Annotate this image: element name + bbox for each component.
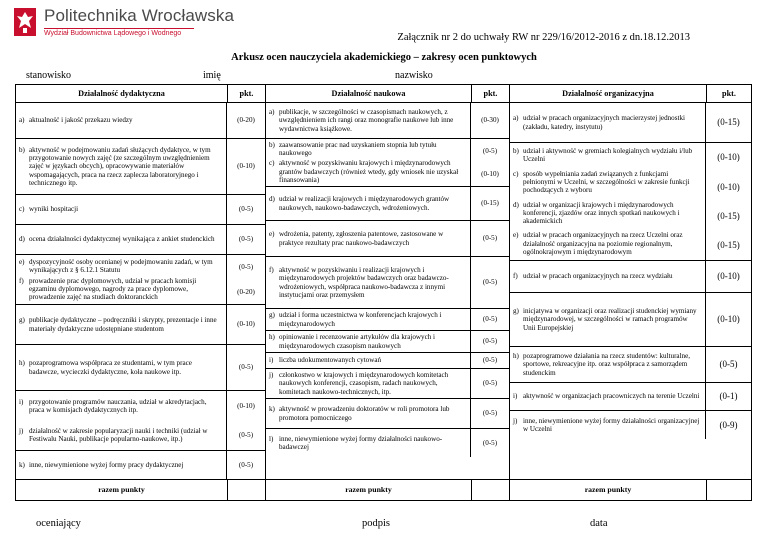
criterion-letter: j): [513, 416, 518, 425]
criterion-points: [226, 225, 265, 254]
criterion-description: inne, niewymienione wyżej formy działalności organizacyjnej w Uczelni: [523, 416, 700, 433]
criterion-points: [470, 103, 509, 138]
stanowisko-label: stanowisko: [26, 70, 71, 81]
logo-divider: [44, 28, 194, 29]
criterion-description: członkostwo w krajowych i międzynarodowych komitetach naukowych konferencji, czasopism, radach naukowych, komitetach naukowo-technicznych, itp.: [279, 371, 449, 396]
points-range: (0-5): [482, 356, 498, 365]
criterion-description: prowadzenie prac dyplomowych, udział w pracach komisji egzaminu dyplomowego, nagrody za prace dyplomowe, prowadzenie zajęć na studiach doktoranckich: [29, 276, 197, 302]
faculty-name: Wydział Budownictwa Lądowego i Wodnego: [44, 30, 182, 37]
didactic-criterion-row: [16, 195, 265, 225]
criterion-text: [266, 257, 470, 308]
criterion-text: [510, 347, 705, 382]
criterion-description: pozaprogramowa współpraca ze studentami, w tym prace badawcze, wycieczki dydaktyczne, koła naukowe itp.: [29, 359, 192, 376]
criterion-item: [513, 147, 702, 163]
scientific-pkt-header: pkt.: [472, 85, 510, 103]
criterion-text: [266, 353, 470, 368]
criterion-text: [510, 383, 705, 410]
criterion-points: [226, 305, 265, 344]
points-range: (0-5): [482, 409, 498, 418]
criterion-description: aktywność w pozyskiwaniu krajowych i międzynarodowych grantów badawczych (również wtedy, gdy wniosek nie uzyskał finansowania): [279, 159, 459, 184]
criterion-points: [470, 221, 509, 256]
criterion-description: dyspozycyjność osoby ocenianej w podejmowaniu zadań, w tym wynikających z § 6.12.1 Statutu: [29, 257, 213, 274]
points-range: (0-5): [238, 235, 254, 244]
criterion-item: [513, 272, 702, 280]
criterion-letter: b): [513, 147, 519, 156]
criterion-item: [513, 170, 702, 194]
organizational-criterion-row: [510, 103, 751, 143]
criterion-text: [510, 261, 705, 292]
criterion-text: [266, 221, 470, 256]
criterion-points: [470, 139, 509, 186]
points-range: (0-15): [717, 240, 740, 251]
criterion-points: [470, 353, 509, 368]
organizational-criterion-row: [510, 143, 751, 261]
points-range: (0-5): [238, 431, 254, 440]
organizational-criterion-row: [510, 347, 751, 383]
points-range: (0-5): [238, 263, 254, 272]
scientific-criterion-row: [266, 429, 509, 457]
criterion-description: wdrożenia, patenty, zgłoszenia patentowe, zastosowane w praktyce rezultaty prac naukowo-badawczych: [279, 230, 444, 247]
criterion-text: [16, 345, 226, 390]
criterion-points: [705, 103, 751, 142]
criterion-letter: a): [269, 108, 275, 117]
criterion-points: [470, 331, 509, 352]
criterion-points: [705, 383, 751, 410]
criterion-points: [470, 187, 509, 220]
points-range: (0-30): [481, 116, 499, 125]
criterion-letter: i): [513, 392, 518, 401]
scientific-criterion-row: [266, 187, 509, 221]
scientific-criterion-row: [266, 353, 509, 369]
didactic-sum-value[interactable]: [228, 480, 266, 501]
criterion-letter: c): [19, 205, 25, 214]
criterion-description: udział i forma uczestnictwa w konferencjach krajowych i międzynarodowych: [279, 311, 442, 328]
points-range: (0-10): [237, 162, 255, 171]
points-range: (0-15): [717, 210, 740, 221]
points-range: (0-5): [719, 359, 738, 370]
criterion-letter: b): [19, 146, 25, 155]
footer-oceniajacy: oceniający: [36, 518, 81, 529]
organizational-sum-label: razem punkty: [510, 480, 707, 501]
points-range: (0-20): [237, 287, 255, 296]
criterion-letter: i): [19, 398, 24, 407]
points-range: (0-10): [237, 320, 255, 329]
criterion-points: [226, 391, 265, 450]
criterion-item: [19, 205, 223, 213]
points-range: (0-15): [717, 117, 740, 128]
didactic-criterion-row: [16, 255, 265, 305]
points-range: (0-10): [717, 314, 740, 325]
criterion-letter: e): [513, 231, 519, 240]
criterion-letter: c): [269, 159, 275, 168]
criterion-text: [16, 391, 226, 450]
criterion-description: aktywność w podejmowaniu zadań służących dydaktyce, w tym przygotowanie nowych zajęć (ze szczególnym uwzględnieniem zajęć w językach obcych), opracowywanie materiałów wspomagających, praca na rzecz zaplecza laboratoryjnego i technicznego itp.: [29, 146, 211, 187]
criterion-description: przygotowanie programów nauczania, udział w akredytacjach, praca w komisjach dydaktycznych itp.: [29, 398, 207, 415]
university-logo: [14, 8, 36, 36]
criterion-text: [266, 429, 470, 457]
criterion-description: sposób wypełniania zadań związanych z funkcjami pełnionymi w Uczelni, w szczególności w zakresie funkcji pochodzących z wyboru: [523, 169, 690, 195]
scientific-criterion-row: [266, 309, 509, 331]
criterion-text: [510, 411, 705, 439]
criterion-letter: c): [513, 169, 519, 178]
criterion-description: pozaprogramowe działania na rzecz studentów: kulturalne, sportowe, rekreacyjne itp. oraz współpraca z samorządem studenckim: [523, 352, 691, 377]
criterion-item: [269, 311, 467, 327]
points-range: (0-5): [238, 205, 254, 214]
points-range: (0-10): [717, 181, 740, 192]
organizational-header: Działalność organizacyjna: [510, 85, 707, 103]
criterion-text: [16, 451, 226, 479]
criterion-item: [513, 307, 702, 331]
criterion-text: [510, 103, 705, 142]
criterion-item: [269, 141, 467, 157]
points-range: (0-5): [482, 315, 498, 324]
criterion-item: [269, 371, 467, 395]
page-title: Arkusz ocen nauczyciela akademickiego – zakresy ocen punktowych: [231, 52, 537, 63]
criterion-letter: h): [269, 333, 275, 342]
criterion-text: [16, 139, 226, 194]
organizational-sum-value[interactable]: [707, 480, 752, 501]
scientific-criterion-row: [266, 221, 509, 257]
criterion-item: [513, 231, 702, 255]
footer-podpis: podpis: [362, 518, 391, 529]
criterion-description: aktywność w organizacjach pracowniczych na terenie Uczelni: [523, 392, 700, 401]
criterion-letter: f): [513, 272, 518, 281]
didactic-criterion-row: [16, 225, 265, 255]
scientific-criterion-row: [266, 103, 509, 139]
criterion-item: [19, 461, 223, 469]
criterion-item: [19, 258, 223, 274]
criterion-letter: h): [513, 352, 519, 361]
criterion-description: inicjatywa w organizacji oraz realizacji studenckiej wymiany międzynarodowej, w szczególności w ramach programów Unii Europejskiej: [523, 307, 697, 332]
criterion-text: [16, 255, 226, 304]
criterion-item: [513, 417, 702, 433]
criterion-letter: g): [513, 307, 519, 316]
points-range: (0-15): [481, 199, 499, 208]
didactic-criterion-row: [16, 139, 265, 195]
criterion-letter: g): [269, 311, 275, 320]
criterion-letter: b): [269, 141, 275, 150]
scientific-criterion-row: [266, 399, 509, 429]
criterion-item: [19, 398, 223, 414]
points-range: (0-20): [237, 116, 255, 125]
points-range: (0-10): [481, 170, 499, 179]
criterion-points: [705, 411, 751, 439]
scientific-criterion-row: [266, 331, 509, 353]
criterion-letter: d): [513, 200, 519, 209]
criterion-points: [470, 257, 509, 308]
criterion-points: [226, 451, 265, 479]
criterion-text: [266, 309, 470, 330]
points-range: (0-5): [482, 146, 498, 155]
criterion-item: [19, 116, 223, 124]
criterion-item: [269, 435, 467, 451]
eagle-emblem-icon: [14, 8, 36, 36]
criterion-points: [226, 103, 265, 138]
criterion-letter: e): [269, 230, 275, 239]
criterion-letter: l): [269, 434, 274, 443]
criterion-letter: j): [19, 426, 24, 435]
didactic-criterion-row: [16, 451, 265, 479]
didactic-header: Działalność dydaktyczna: [16, 85, 228, 103]
criterion-points: [705, 293, 751, 346]
organizational-criterion-row: [510, 261, 751, 293]
criterion-letter: e): [19, 257, 25, 266]
points-range: (0-5): [482, 234, 498, 243]
organizational-section: [510, 103, 752, 480]
criterion-description: udział w pracach organizacyjnych na rzecz wydziału: [523, 272, 673, 281]
criterion-item: [269, 333, 467, 349]
criterion-text: [266, 139, 470, 186]
criterion-item: [269, 356, 467, 364]
criterion-item: [19, 427, 223, 443]
criterion-item: [269, 230, 467, 246]
didactic-criterion-row: [16, 103, 265, 139]
criterion-description: udział w pracach organizacyjnych macierzystej jednostki (zakładu, katedry, instytutu): [523, 114, 685, 131]
criterion-letter: k): [269, 405, 275, 414]
criterion-description: zaawansowanie prac nad uzyskaniem stopnia lub tytułu naukowego: [279, 141, 437, 158]
criterion-description: udział w organizacji krajowych i międzynarodowych konferencji, zjazdów oraz innych spotkań naukowych i akademickich: [523, 200, 680, 225]
points-range: (0-10): [237, 401, 255, 410]
evaluation-table: [15, 84, 752, 501]
scientific-header: Działalność naukowa: [266, 85, 472, 103]
criterion-text: [16, 103, 226, 138]
criterion-item: [19, 316, 223, 332]
points-range: (0-1): [719, 391, 738, 402]
criterion-points: [470, 399, 509, 428]
criterion-letter: j): [269, 371, 274, 380]
criterion-description: udział i aktywność w gremiach kolegialnych wydziału i/lub Uczelni: [523, 147, 693, 164]
criterion-letter: f): [19, 276, 24, 285]
criterion-letter: d): [269, 195, 275, 204]
criterion-description: wyniki hospitacji: [29, 205, 79, 214]
didactic-criterion-row: [16, 305, 265, 345]
points-range: (0-5): [482, 337, 498, 346]
university-name: Politechnika Wrocławska: [44, 6, 235, 25]
criterion-points: [470, 369, 509, 398]
points-range: (0-10): [717, 271, 740, 282]
criterion-points: [226, 139, 265, 194]
criterion-description: inne, niewymienione wyżej formy pracy dydaktycznej: [29, 460, 184, 469]
criterion-text: [16, 305, 226, 344]
criterion-letter: g): [19, 316, 25, 325]
criterion-item: [269, 159, 467, 183]
points-range: (0-5): [238, 460, 254, 469]
didactic-section: [16, 103, 266, 480]
criterion-letter: d): [19, 235, 25, 244]
criterion-item: [19, 235, 223, 243]
points-range: (0-9): [719, 419, 738, 430]
criterion-description: publikacje, w szczególności w czasopismach naukowych, z uwzględnieniem ich rangi oraz monografie naukowe lub inne wydawnictwa książkowe.: [279, 108, 454, 133]
criterion-item: [269, 405, 467, 421]
organizational-pkt-header: pkt.: [707, 85, 752, 103]
points-range: (0-10): [717, 152, 740, 163]
nazwisko-label: nazwisko: [395, 70, 433, 81]
criterion-description: udział w realizacji krajowych i międzynarodowych grantów naukowych, naukowo-badawczych, wdrożeniowych.: [279, 195, 450, 212]
didactic-criterion-row: [16, 345, 265, 391]
criterion-description: inne, niewymienione wyżej formy działalności naukowo-badawczej: [279, 434, 443, 451]
criterion-item: [269, 266, 467, 299]
criterion-text: [510, 293, 705, 346]
criterion-description: ocena działalności dydaktycznej wynikająca z ankiet studenckich: [29, 235, 215, 244]
criterion-text: [266, 103, 470, 138]
criterion-points: [705, 347, 751, 382]
criterion-description: aktywność w pozyskiwaniu i realizacji krajowych i międzynarodowych projektów badawczych oraz badawczo-wdrożeniowych, współpraca naukowo-badawcza z innymi instytucjami oraz przemysłem: [279, 266, 449, 299]
points-range: (0-5): [238, 363, 254, 372]
points-range: (0-5): [482, 438, 498, 447]
criterion-letter: a): [513, 114, 519, 123]
criterion-letter: h): [19, 359, 25, 368]
criterion-description: publikacje dydaktyczne – podręczniki i skrypty, prezentacje i inne materiały dydaktyczne udostępniane studentom: [29, 316, 217, 333]
scientific-section: [266, 103, 510, 480]
criterion-item: [513, 201, 702, 225]
criterion-text: [266, 187, 470, 220]
criterion-item: [19, 146, 223, 187]
criterion-item: [269, 108, 467, 132]
scientific-sum-value[interactable]: [472, 480, 510, 501]
scientific-sum-label: razem punkty: [266, 480, 472, 501]
criterion-description: liczba udokumentowanych cytowań: [279, 356, 382, 365]
imie-label: imię: [203, 70, 221, 81]
scientific-criterion-row: [266, 139, 509, 187]
scientific-criterion-row: [266, 257, 509, 309]
organizational-criterion-row: [510, 411, 751, 439]
criterion-letter: f): [269, 266, 274, 275]
criterion-item: [513, 392, 702, 400]
criterion-points: [226, 255, 265, 304]
criterion-item: [19, 359, 223, 375]
criterion-text: [16, 195, 226, 224]
criterion-description: udział w pracach organizacyjnych na rzecz Uczelni oraz działalność organizacyjna na poziomie regionalnym, ogólnokrajowym i międzynarodowym: [523, 231, 683, 256]
criterion-points: [470, 309, 509, 330]
criterion-letter: a): [19, 116, 25, 125]
criterion-text: [266, 369, 470, 398]
didactic-pkt-header: pkt.: [228, 85, 266, 103]
criterion-item: [513, 352, 702, 376]
criterion-letter: i): [269, 356, 274, 365]
criterion-letter: k): [19, 460, 25, 469]
scientific-criterion-row: [266, 369, 509, 399]
criterion-points: [226, 195, 265, 224]
organizational-criterion-row: [510, 383, 751, 411]
didactic-criterion-row: [16, 391, 265, 451]
annex-note: Załącznik nr 2 do uchwały RW nr 229/16/2012-2016 z dn.18.12.2013: [397, 32, 690, 43]
criterion-text: [266, 331, 470, 352]
didactic-sum-label: razem punkty: [16, 480, 228, 501]
criterion-points: [226, 345, 265, 390]
points-range: (0-5): [482, 379, 498, 388]
footer-data: data: [590, 518, 608, 529]
criterion-points: [705, 143, 751, 260]
points-range: (0-5): [482, 278, 498, 287]
criterion-item: [269, 195, 467, 211]
criterion-text: [510, 143, 705, 260]
criterion-description: działalność w zakresie popularyzacji nauki i techniki (udział w Festiwalu Nauki, publikacje popularno-naukowe, itp.): [29, 426, 208, 443]
criterion-text: [266, 399, 470, 428]
criterion-description: aktywność w prowadzeniu doktoratów w roli promotora lub promotora pomocniczego: [279, 405, 450, 422]
criterion-points: [470, 429, 509, 457]
criterion-item: [513, 114, 702, 130]
criterion-description: aktualność i jakość przekazu wiedzy: [29, 116, 133, 125]
criterion-description: opiniowanie i recenzowanie artykułów dla krajowych i międzynarodowych czasopism naukowych: [279, 333, 436, 350]
criterion-points: [705, 261, 751, 292]
criterion-item: [19, 277, 223, 301]
criterion-text: [16, 225, 226, 254]
organizational-criterion-row: [510, 293, 751, 347]
